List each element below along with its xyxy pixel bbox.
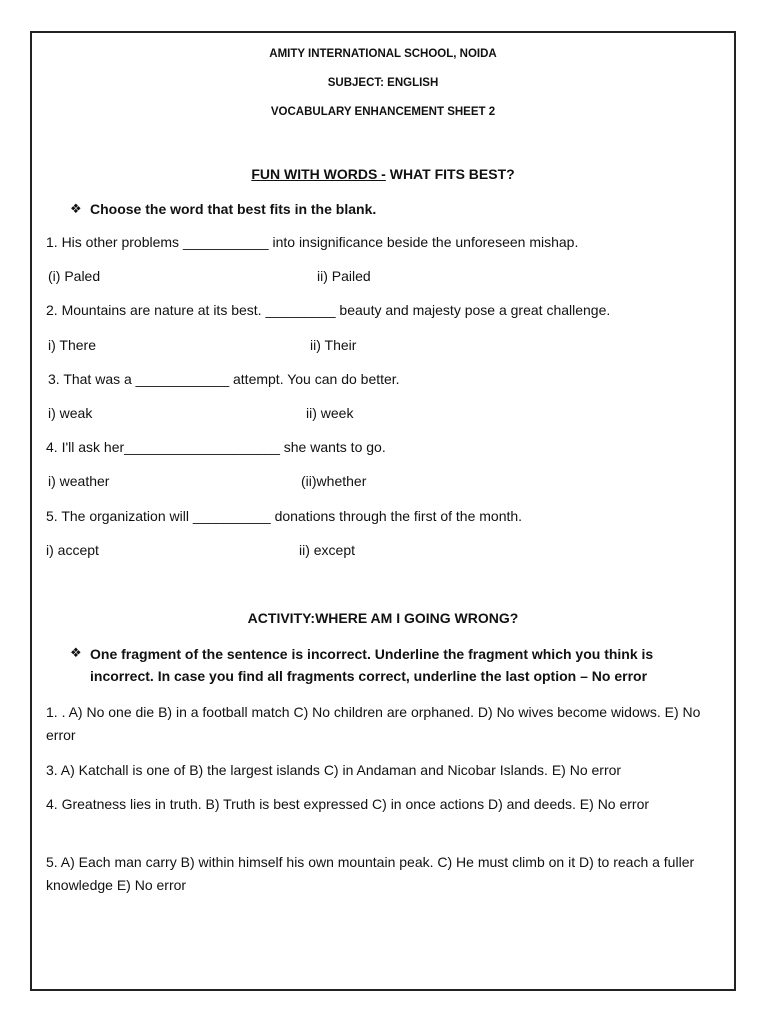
question-text: 1. His other problems ___________ into insignificance beside the unforeseen mishap.	[46, 234, 579, 250]
section1-instruction: Choose the word that best fits in the blank.	[90, 201, 377, 217]
section1-title-underlined: FUN WITH WORDS -	[251, 166, 386, 182]
question-option: (ii)whether	[301, 473, 367, 489]
question-text: 2. Mountains are nature at its best. _________ beauty and majesty pose a great challenge.	[46, 302, 611, 318]
question-option: ii) week	[306, 405, 354, 421]
diamond-bullet-icon: ❖	[70, 201, 82, 216]
question-text: 5. The organization will __________ donations through the first of the month.	[46, 508, 523, 524]
question-option: i) There	[48, 337, 96, 353]
error-item: 3. A) Katchall is one of B) the largest islands C) in Andaman and Nicobar Islands. E) No error	[46, 762, 622, 778]
question-option: i) weak	[48, 405, 93, 421]
subject-line: SUBJECT: ENGLISH	[327, 77, 439, 89]
question-text: 4. I'll ask her____________________ she wants to go.	[46, 439, 386, 455]
error-item: 1. . A) No one die B) in a football match C) No children are orphaned. D) No wives become widows. E) No error	[46, 704, 701, 743]
question-option: i) accept	[46, 542, 99, 558]
section2-title: ACTIVITY:WHERE AM I GOING WRONG?	[247, 610, 519, 626]
section2-instruction	[90, 643, 720, 687]
question-option: (i) Paled	[48, 268, 101, 284]
section2-instruction-line1: One fragment of the sentence is incorrect. Underline the fragment which you think is	[90, 646, 654, 662]
question-text: 3. That was a ____________ attempt. You can do better.	[48, 371, 400, 387]
school-name: AMITY INTERNATIONAL SCHOOL, NOIDA	[269, 48, 497, 60]
section1-title-rest: WHAT FITS BEST?	[385, 166, 515, 182]
section2-instruction-line2: incorrect. In case you find all fragments correct, underline the last option – No error	[90, 668, 648, 684]
error-item: 5. A) Each man carry B) within himself his own mountain peak. C) He must climb on it D) to reach a fuller knowledge E) No error	[46, 854, 695, 893]
section1-title	[32, 166, 734, 182]
error-item: 4. Greatness lies in truth. B) Truth is best expressed C) in once actions D) and deeds. E) No error	[46, 796, 650, 812]
sheet-title: VOCABULARY ENHANCEMENT SHEET 2	[270, 106, 496, 118]
question-option: ii) Their	[310, 337, 357, 353]
question-option: ii) except	[299, 542, 356, 558]
question-option: ii) Pailed	[317, 268, 371, 284]
diamond-bullet-icon: ❖	[70, 645, 82, 660]
question-option: i) weather	[48, 473, 110, 489]
